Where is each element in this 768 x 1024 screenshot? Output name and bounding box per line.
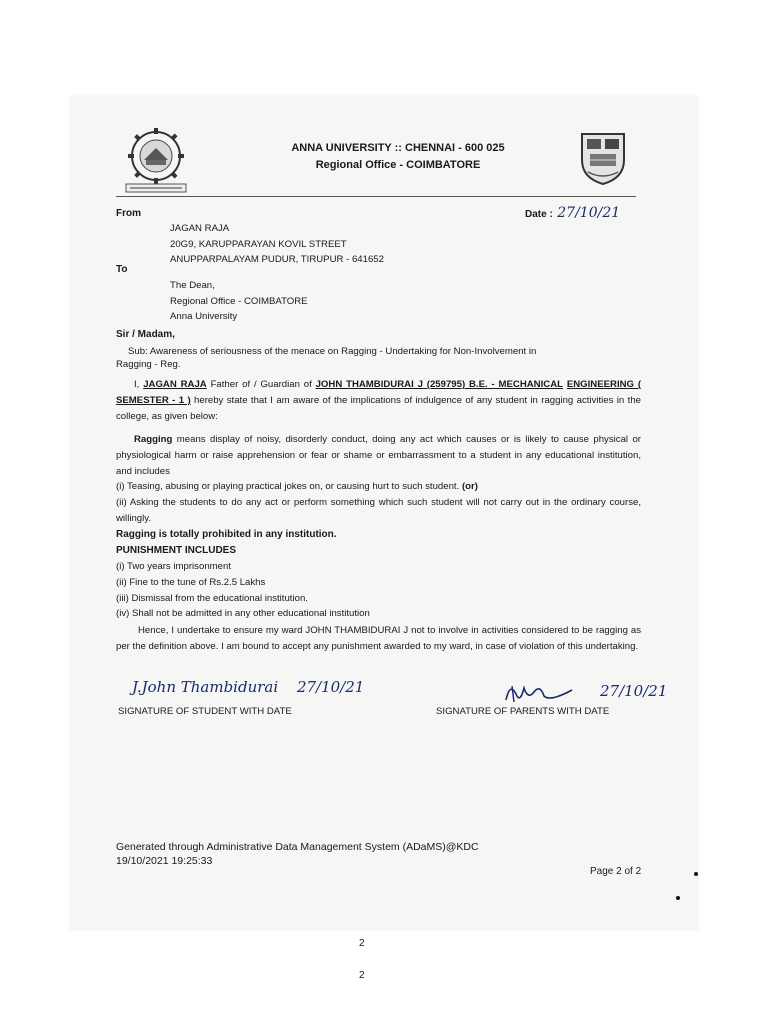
subject [116, 345, 646, 371]
header-divider [116, 196, 636, 197]
parent-name: JAGAN RAJA [143, 379, 207, 390]
punishment-list [116, 559, 641, 622]
from-city: ANUPPARPALAYAM PUDUR, TIRUPUR - 641652 [170, 254, 384, 265]
punishment-item: (i) Two years imprisonment [116, 561, 231, 572]
ragging-definition [116, 432, 641, 479]
statement-intro: I, [134, 379, 140, 390]
punishment-item: (iv) Shall not be admitted in any other educational institution [116, 608, 370, 620]
date-label: Date : [525, 209, 553, 220]
student-details: JOHN THAMBIDURAI J (259795) B.E. - MECHANICAL [315, 379, 563, 390]
regional-office-title: Regional Office - COIMBATORE [315, 159, 481, 171]
parent-signature-scribble [502, 680, 574, 708]
ragging-term: Ragging [134, 434, 173, 445]
to-line-1: The Dean, [170, 280, 215, 291]
date-block [525, 204, 620, 222]
parent-signature-label: SIGNATURE OF PARENTS WITH DATE [436, 706, 610, 717]
statement-rest: hereby state that I am aware of the implications of indulgence of any student in ragging activities in the college, as given below: [116, 394, 641, 422]
date-handwritten: 27/10/21 [557, 205, 621, 221]
to-line-3: Anna University [170, 311, 238, 322]
undertaking-paragraph: Hence, I undertake to ensure my ward JOHN THAMBIDURAI J not to involve in activities considered to be ragging as per the definition above. I am bound to accept any punishment awarded to my ward, in case of violation of this undertaking. [116, 625, 641, 652]
from-street: 20G9, KARUPPARAYAN KOVIL STREET [170, 238, 347, 250]
definition-text: means display of noisy, disorderly conduct, doing any act which causes or is likely to cause physical or physiological harm or raise apprehension or fear or shame or embarrassment to a student in any educational institution, and includes [116, 434, 641, 477]
from-label: From [116, 208, 141, 219]
clause-or: (or) [461, 481, 478, 492]
punishment-heading: PUNISHMENT INCLUDES [116, 545, 237, 556]
student-sign-handwritten: J.John Thambidurai [132, 678, 279, 696]
to-line-2: Regional Office - COIMBATORE [170, 295, 308, 307]
from-name: JAGAN RAJA [170, 223, 230, 234]
student-details-cont: ENGINEERING ( SEMESTER - 1 ) [116, 379, 642, 406]
punishment-item: (iii) Dismissal from the educational institution. [116, 592, 308, 604]
to-label: To [116, 264, 128, 275]
punishment-item: (ii) Fine to the tune of Rs.2.5 Lakhs [116, 576, 266, 588]
parent-date-handwritten: 27/10/21 [600, 682, 668, 700]
university-title: ANNA UNIVERSITY :: CHENNAI - 600 025 [291, 142, 505, 154]
outer-page-number: 2 [359, 970, 365, 981]
generated-timestamp: 19/10/2021 19:25:33 [116, 855, 213, 867]
scan-speck [676, 896, 680, 900]
clause-ii: (ii) Asking the students to do any act or perform something which such student will not carry out in the ordinary course, willingly. [116, 497, 641, 524]
student-date-handwritten: 27/10/21 [296, 678, 365, 696]
statement-paragraph [116, 377, 641, 424]
clause-i-text: (i) Teasing, abusing or playing practical jokes on, or causing hurt to such student. [116, 481, 460, 492]
to-address [170, 278, 308, 325]
page-indicator: Page 2 of 2 [590, 866, 642, 877]
generated-by: Generated through Administrative Data Management System (ADaMS)@KDC [116, 841, 479, 853]
scan-speck [694, 872, 698, 876]
relation-text: Father of / Guardian of [206, 379, 316, 390]
student-signature [132, 678, 364, 696]
clause-i [116, 479, 641, 495]
scanned-document [70, 96, 698, 930]
subject-line-2: Ragging - Reg. [116, 359, 181, 370]
student-signature-label: SIGNATURE OF STUDENT WITH DATE [118, 706, 292, 717]
college-crest-logo [578, 130, 628, 186]
outer-page-number: 2 [359, 938, 365, 949]
salutation: Sir / Madam, [116, 329, 175, 340]
from-address [170, 221, 384, 268]
subject-line-1: Sub: Awareness of seriousness of the menace on Ragging - Undertaking for Non-Involvement in [128, 346, 537, 357]
prohibition-notice: Ragging is totally prohibited in any institution. [116, 529, 337, 540]
